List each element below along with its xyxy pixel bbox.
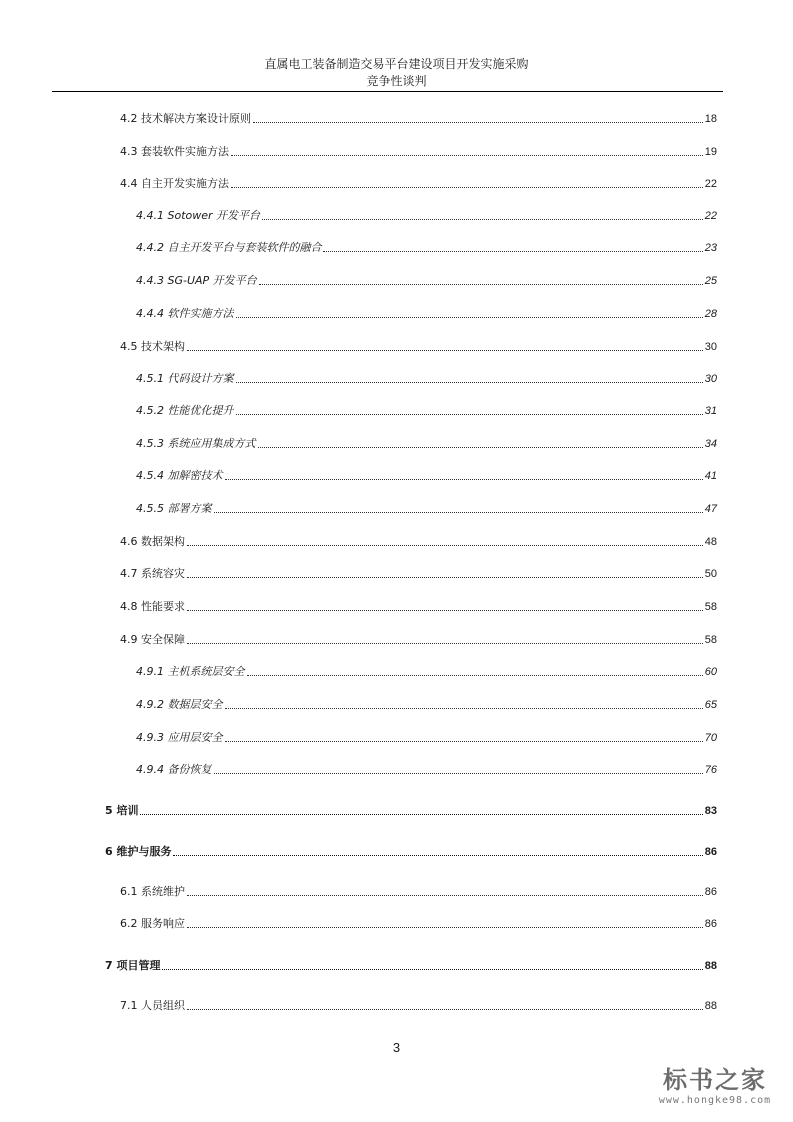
toc-entry-page: 47: [704, 503, 717, 515]
toc-entry-label: 4.6 数据架构: [120, 535, 185, 548]
toc-leader-dots: [225, 478, 703, 480]
toc-entry-page: 86: [704, 918, 717, 930]
toc-entry-page: 41: [704, 470, 717, 482]
toc-entry-label: 4.4.2 自主开发平台与套装软件的融合: [136, 241, 322, 254]
toc-entry-page: 23: [704, 242, 717, 254]
toc-entry-page: 34: [704, 438, 717, 450]
toc-entry[interactable]: [136, 207, 717, 223]
toc-entry-label: 4.4.3 SG-UAP 开发平台: [136, 274, 257, 287]
toc-leader-dots: [187, 926, 703, 928]
watermark-url: www.hongke98.com: [658, 1095, 772, 1106]
toc-leader-dots: [225, 707, 703, 709]
toc-entry[interactable]: [136, 402, 717, 418]
toc-entry-page: 18: [704, 113, 717, 125]
header-title-line1: 直属电工装备制造交易平台建设项目开发实施采购: [264, 57, 529, 71]
toc-leader-dots: [236, 381, 703, 383]
toc-entry-label: 4.7 系统容灾: [120, 567, 185, 580]
toc-entry[interactable]: [136, 239, 717, 255]
toc-entry-page: 76: [704, 764, 717, 776]
toc-entry-label: 4.5.4 加解密技术: [136, 469, 223, 482]
toc-entry[interactable]: [120, 631, 717, 647]
toc-entry-page: 48: [704, 536, 717, 548]
toc-entry-label: 4.4.4 软件实施方法: [136, 307, 234, 320]
toc-entry[interactable]: [120, 598, 717, 614]
toc-entry-label: 4.4 自主开发实施方法: [120, 177, 229, 190]
watermark-logo: [640, 1066, 790, 1116]
toc-entry-page: 70: [704, 732, 717, 744]
toc-entry-label: 4.5.2 性能优化提升: [136, 404, 234, 417]
toc-entry-label: 4.3 套装软件实施方法: [120, 145, 229, 158]
toc-entry[interactable]: [120, 110, 717, 126]
toc-entry[interactable]: [120, 533, 717, 549]
toc-entry[interactable]: [105, 802, 717, 818]
toc-entry[interactable]: [136, 467, 717, 483]
toc-entry-page: 88: [704, 960, 717, 972]
toc-entry[interactable]: [105, 843, 717, 859]
toc-entry-label: 5 培训: [105, 804, 139, 817]
toc-entry-page: 88: [704, 1000, 717, 1012]
toc-entry[interactable]: [120, 997, 717, 1013]
toc-entry-page: 50: [704, 568, 717, 580]
toc-entry-page: 19: [704, 146, 717, 158]
toc-entry-label: 7.1 人员组织: [120, 999, 185, 1012]
toc-entry-label: 4.5.5 部署方案: [136, 502, 212, 515]
toc-leader-dots: [236, 316, 703, 318]
toc-leader-dots: [323, 250, 702, 252]
toc-entry[interactable]: [136, 729, 717, 745]
toc-entry-label: 4.9.4 备份恢复: [136, 763, 212, 776]
toc-entry-label: 4.9.3 应用层安全: [136, 731, 223, 744]
toc-entry-label: 6.1 系统维护: [120, 885, 185, 898]
toc-entry-page: 28: [704, 308, 717, 320]
header-title-line2: 竞争性谈判: [366, 74, 427, 88]
toc-leader-dots: [187, 642, 703, 644]
toc-entry-page: 83: [704, 805, 717, 817]
toc-entry[interactable]: [136, 305, 717, 321]
toc-entry[interactable]: [120, 338, 717, 354]
toc-entry-label: 7 项目管理: [105, 959, 161, 972]
toc-entry-label: 4.9 安全保障: [120, 633, 185, 646]
toc-entry-label: 4.9.1 主机系统层安全: [136, 665, 245, 678]
toc-entry-page: 86: [704, 846, 717, 858]
toc-leader-dots: [187, 544, 703, 546]
toc-entry-label: 4.2 技术解决方案设计原则: [120, 112, 251, 125]
toc-entry-label: 4.4.1 Sotower 开发平台: [136, 209, 261, 222]
toc-entry-page: 58: [704, 634, 717, 646]
toc-leader-dots: [258, 446, 703, 448]
toc-leader-dots: [225, 740, 703, 742]
toc-entry-label: 4.8 性能要求: [120, 600, 185, 613]
toc-entry[interactable]: [136, 500, 717, 516]
toc-entry[interactable]: [136, 696, 717, 712]
toc-leader-dots: [214, 511, 703, 513]
toc-leader-dots: [173, 854, 702, 856]
toc-leader-dots: [259, 283, 703, 285]
toc-entry[interactable]: [120, 915, 717, 931]
toc-entry-page: 86: [704, 886, 717, 898]
toc-entry[interactable]: [120, 143, 717, 159]
toc-entry-page: 25: [704, 275, 717, 287]
toc-entry-label: 4.5.1 代码设计方案: [136, 372, 234, 385]
toc-entry-page: 22: [704, 178, 717, 190]
toc-entry-page: 58: [704, 601, 717, 613]
toc-entry-page: 65: [704, 699, 717, 711]
toc-entry-page: 30: [704, 341, 717, 353]
toc-entry-label: 4.5.3 系统应用集成方式: [136, 437, 256, 450]
toc-entry-page: 30: [704, 373, 717, 385]
toc-entry-label: 6.2 服务响应: [120, 917, 185, 930]
toc-leader-dots: [214, 772, 703, 774]
toc-entry-label: 4.9.2 数据层安全: [136, 698, 223, 711]
toc-entry[interactable]: [136, 272, 717, 288]
toc-leader-dots: [187, 894, 703, 896]
toc-leader-dots: [236, 413, 703, 415]
toc-entry[interactable]: [120, 565, 717, 581]
toc-entry-label: 6 维护与服务: [105, 845, 172, 858]
toc-leader-dots: [231, 186, 703, 188]
toc-leader-dots: [262, 218, 703, 220]
toc-entry-page: 60: [704, 666, 717, 678]
toc-entry[interactable]: [136, 435, 717, 451]
toc-leader-dots: [162, 968, 702, 970]
toc-leader-dots: [187, 576, 703, 578]
toc-leader-dots: [187, 609, 703, 611]
page-number: 3: [392, 1040, 401, 1055]
toc-leader-dots: [187, 349, 703, 351]
toc-leader-dots: [253, 121, 703, 123]
toc-entry[interactable]: [105, 957, 717, 973]
toc-leader-dots: [140, 813, 702, 815]
toc-entry-label: 4.5 技术架构: [120, 340, 185, 353]
toc-entry-page: 31: [704, 405, 717, 417]
toc-entry[interactable]: [136, 761, 717, 777]
toc-entry[interactable]: [136, 370, 717, 386]
toc-entry[interactable]: [120, 175, 717, 191]
toc-leader-dots: [247, 674, 703, 676]
toc-entry[interactable]: [136, 663, 717, 679]
toc-entry[interactable]: [120, 883, 717, 899]
toc-entry-page: 22: [704, 210, 717, 222]
toc-leader-dots: [187, 1008, 703, 1010]
toc-leader-dots: [231, 154, 703, 156]
watermark-title: 标书之家: [663, 1066, 767, 1094]
